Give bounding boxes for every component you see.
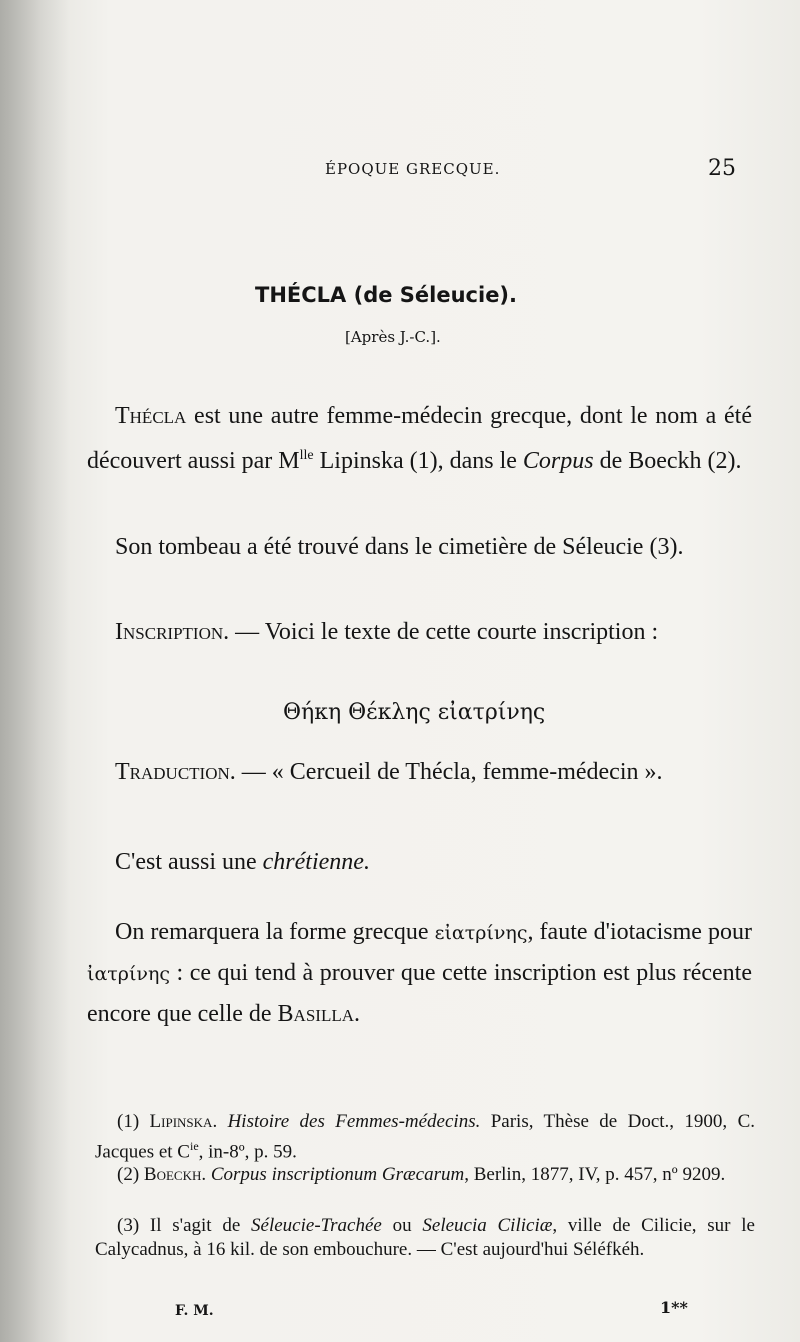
footnote-1-number: (1)	[117, 1111, 150, 1132]
footnote-1-rest: Paris, Thèse de Doct., 1900, C. Jacques et C	[95, 1111, 755, 1163]
paragraph-1-sup: lle	[299, 448, 314, 463]
inscription-label: Inscription.	[115, 619, 230, 645]
paragraph-1-text-c: de Boeckh (2).	[593, 448, 742, 474]
footnote-2	[95, 1163, 755, 1187]
page-gutter-shadow	[0, 0, 70, 1342]
name-thecla: Thécla	[115, 403, 187, 429]
signature-mark: F. M.	[175, 1303, 214, 1319]
paragraph-3-text: — Voici le texte de cette courte inscription :	[229, 619, 659, 645]
paragraph-6-text-c: : ce qui tend à prouver que cette inscription est plus récente encore que celle de	[87, 960, 752, 1027]
corpus-italic: Corpus	[522, 448, 594, 474]
paragraph-6	[87, 912, 752, 1034]
paragraph-4	[87, 752, 752, 792]
section-date: [Après J.-C.].	[345, 328, 441, 346]
footnote-1-title: Histoire des Femmes-médecins.	[227, 1111, 481, 1132]
section-title: THÉCLA (de Séleucie).	[255, 283, 518, 307]
footnote-1-sup: ie	[189, 1139, 199, 1153]
greek-word-1: εἰατρίνης	[434, 922, 528, 944]
paragraph-6-end: .	[354, 1001, 360, 1027]
paragraph-1-text-a: est une autre femme-médecin grecque, dont le nom a été découvert aussi par M	[87, 403, 752, 474]
footnote-3-text-a: (3) Il s'agit de	[117, 1215, 252, 1236]
footnote-1-author: Lipinska	[149, 1111, 213, 1132]
footnote-1-sep: .	[212, 1111, 228, 1132]
sheet-mark: 1**	[660, 1298, 688, 1317]
footnote-3-italic-1: Séleucie-Trachée	[251, 1215, 382, 1236]
footnote-3-italic-2: Seleucia Ciliciæ	[422, 1215, 553, 1236]
greek-word-2: ἰατρίνης	[87, 963, 170, 985]
footnote-2-title: Corpus inscriptionum Græcarum	[210, 1164, 465, 1185]
footnote-3-text-b: ou	[381, 1215, 423, 1236]
page-number: 25	[708, 156, 736, 181]
greek-inscription: Θήκη Θέκλης εἰατρίνης	[283, 700, 546, 725]
footnote-2-sep: .	[201, 1164, 211, 1185]
paragraph-6-text-b: , faute d'iotacisme pour	[527, 919, 752, 945]
paragraph-1-text-b: Lipinska (1), dans le	[313, 448, 523, 474]
chretienne-italic: chrétienne.	[262, 849, 370, 875]
footnote-2-author: Boeckh	[143, 1164, 202, 1185]
footnote-3-text-c: , ville de Cilicie, sur le Calycadnus, à 16 kil. de son embouchure. — C'est aujourd'hui Séléfkéh.	[95, 1215, 755, 1260]
paragraph-6-text-a: On remarquera la forme grecque	[115, 919, 435, 945]
name-basilla: Basilla	[277, 1001, 354, 1027]
running-title: ÉPOQUE GRECQUE.	[325, 160, 501, 178]
footnote-1-end: , in-8º, p. 59.	[198, 1141, 297, 1163]
paragraph-2: Son tombeau a été trouvé dans le cimetière de Séleucie (3).	[115, 534, 684, 560]
paragraph-5-text: C'est aussi une	[115, 849, 263, 875]
paragraph-4-text: — « Cercueil de Thécla, femme-médecin ».	[235, 759, 663, 785]
paragraph-1	[87, 396, 752, 481]
footnote-3	[95, 1214, 755, 1262]
paragraph-5	[87, 842, 752, 882]
footnote-2-rest: , Berlin, 1877, IV, p. 457, nº 9209.	[464, 1164, 726, 1185]
paragraph-3	[87, 612, 752, 652]
footnote-2-number: (2)	[117, 1164, 144, 1185]
translation-label: Traduction.	[115, 759, 236, 785]
footnote-1	[95, 1110, 755, 1164]
